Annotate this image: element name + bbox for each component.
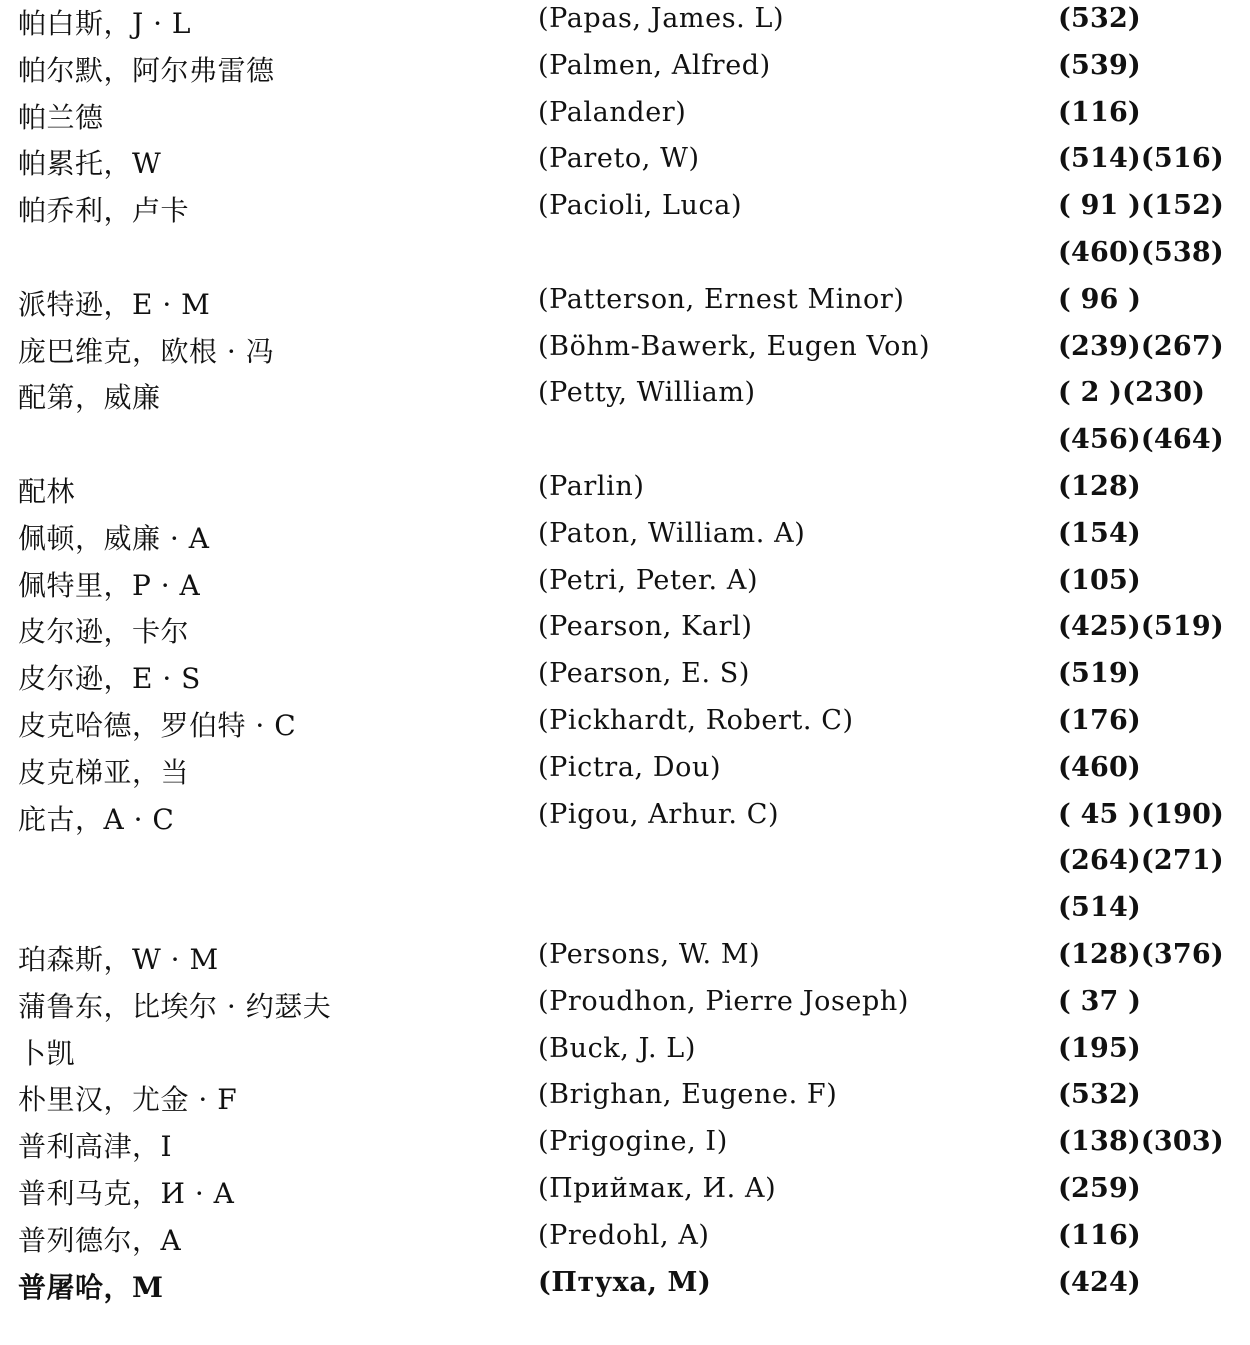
original-name: (Pearson, Karl) bbox=[538, 611, 753, 643]
page-references: (239)(267) bbox=[1058, 330, 1224, 362]
original-name: (Palander) bbox=[538, 96, 687, 128]
original-name: (Proudhon, Pierre Joseph) bbox=[538, 985, 910, 1017]
chinese-name: 帕兰德 bbox=[18, 100, 104, 134]
page-references: (138)(303) bbox=[1058, 1126, 1224, 1158]
page-references: (105) bbox=[1058, 564, 1141, 596]
page-references: (514)(516) bbox=[1058, 143, 1224, 175]
original-name: (Приймак, И. A) bbox=[538, 1172, 777, 1204]
original-name: (Pictra, Dou) bbox=[538, 751, 722, 783]
index-entry-row bbox=[0, 281, 1250, 328]
chinese-name: 卜凯 bbox=[18, 1036, 76, 1070]
original-name: (Patterson, Ernest Minor) bbox=[538, 283, 905, 315]
page-references: ( 91 )(152) bbox=[1058, 190, 1225, 222]
index-entry-row bbox=[0, 1076, 1250, 1123]
chinese-name: 普利马克，И · A bbox=[18, 1176, 235, 1210]
chinese-name: 皮尔逊，卡尔 bbox=[18, 615, 190, 649]
index-entry-row bbox=[0, 702, 1250, 749]
chinese-name: 佩特里，P · A bbox=[18, 568, 201, 602]
index-entry-row bbox=[0, 234, 1250, 281]
original-name: (Pacioli, Luca) bbox=[538, 190, 743, 222]
index-entry-row bbox=[0, 328, 1250, 375]
chinese-name: 普利高津，I bbox=[18, 1130, 173, 1164]
page-references: (176) bbox=[1058, 704, 1141, 736]
original-name: (Petri, Peter. A) bbox=[538, 564, 759, 596]
page-references: (460) bbox=[1058, 751, 1141, 783]
chinese-name: 派特逊，E · M bbox=[18, 287, 211, 321]
index-entry-row bbox=[0, 94, 1250, 141]
chinese-name: 帕乔利，卢卡 bbox=[18, 194, 190, 228]
page-references: (532) bbox=[1058, 1079, 1141, 1111]
page-references: (128)(376) bbox=[1058, 938, 1224, 970]
page-references: (514) bbox=[1058, 892, 1141, 924]
page-references: ( 96 ) bbox=[1058, 283, 1142, 315]
original-name: (Prigogine, I) bbox=[538, 1126, 728, 1158]
page-references: (424) bbox=[1058, 1266, 1141, 1298]
index-entry-row bbox=[0, 608, 1250, 655]
index-entry-row bbox=[0, 374, 1250, 421]
index-entry-row bbox=[0, 515, 1250, 562]
page-references: (259) bbox=[1058, 1172, 1141, 1204]
original-name: (Parlin) bbox=[538, 470, 645, 502]
original-name: (Buck, J. L) bbox=[538, 1032, 696, 1064]
original-name: (Pigou, Arhur. C) bbox=[538, 798, 780, 830]
page-references: ( 45 )(190) bbox=[1058, 798, 1225, 830]
page-references: (154) bbox=[1058, 517, 1141, 549]
page-references: ( 2 )(230) bbox=[1058, 377, 1206, 409]
chinese-name: 普屠哈，M bbox=[18, 1270, 164, 1304]
original-name: (Palmen, Alfred) bbox=[538, 49, 771, 81]
page-references: (456)(464) bbox=[1058, 424, 1224, 456]
index-entry-row bbox=[0, 889, 1250, 936]
index-entry-row bbox=[0, 140, 1250, 187]
index-entry-row bbox=[0, 421, 1250, 468]
chinese-name: 珀森斯，W · M bbox=[18, 942, 219, 976]
page-references: (425)(519) bbox=[1058, 611, 1224, 643]
index-entry-row bbox=[0, 468, 1250, 515]
page-references: (264)(271) bbox=[1058, 845, 1224, 877]
index-entry-row bbox=[0, 47, 1250, 94]
chinese-name: 皮克哈德，罗伯特 · C bbox=[18, 708, 297, 742]
original-name: (Pareto, W) bbox=[538, 143, 700, 175]
page-references: (539) bbox=[1058, 49, 1141, 81]
index-entry-row bbox=[0, 749, 1250, 796]
index-entry-row bbox=[0, 1170, 1250, 1217]
index-entry-row bbox=[0, 1030, 1250, 1077]
index-entry-row bbox=[0, 842, 1250, 889]
chinese-name: 朴里汉，尤金 · F bbox=[18, 1083, 238, 1117]
page-references: (460)(538) bbox=[1058, 236, 1224, 268]
index-entry-row bbox=[0, 1123, 1250, 1170]
original-name: (Pearson, E. S) bbox=[538, 658, 751, 690]
page-references: (519) bbox=[1058, 658, 1141, 690]
chinese-name: 庇古，A · C bbox=[18, 802, 175, 836]
chinese-name: 配林 bbox=[18, 474, 76, 508]
page-references: (532) bbox=[1058, 3, 1141, 34]
chinese-name: 帕尔默，阿尔弗雷德 bbox=[18, 53, 275, 87]
page-references: (128) bbox=[1058, 470, 1141, 502]
index-entry-row bbox=[0, 655, 1250, 702]
page-references: (195) bbox=[1058, 1032, 1141, 1064]
index-entry-row bbox=[0, 983, 1250, 1030]
chinese-name: 佩顿，威廉 · A bbox=[18, 521, 210, 555]
chinese-name: 蒲鲁东，比埃尔 · 约瑟夫 bbox=[18, 989, 332, 1023]
chinese-name: 帕白斯，J · L bbox=[18, 7, 192, 40]
index-entry-row bbox=[0, 0, 1250, 47]
index-entry-row bbox=[0, 187, 1250, 234]
original-name: (Птуха, M) bbox=[538, 1266, 712, 1298]
original-name: (Paton, William. A) bbox=[538, 517, 806, 549]
original-name: (Persons, W. M) bbox=[538, 938, 761, 970]
chinese-name: 庞巴维克，欧根 · 冯 bbox=[18, 334, 275, 368]
page-references: ( 37 ) bbox=[1058, 985, 1142, 1017]
chinese-name: 普列德尔，A bbox=[18, 1223, 182, 1257]
index-entry-row bbox=[0, 936, 1250, 983]
original-name: (Petty, William) bbox=[538, 377, 756, 409]
index-entry-row bbox=[0, 1264, 1250, 1311]
index-entry-row bbox=[0, 562, 1250, 609]
original-name: (Brighan, Eugene. F) bbox=[538, 1079, 838, 1111]
index-entry-row bbox=[0, 796, 1250, 843]
chinese-name: 帕累托，W bbox=[18, 147, 162, 181]
original-name: (Böhm-Bawerk, Eugen Von) bbox=[538, 330, 931, 362]
page-references: (116) bbox=[1058, 96, 1141, 128]
index-entry-row bbox=[0, 1217, 1250, 1264]
chinese-name: 皮尔逊，E · S bbox=[18, 662, 201, 696]
chinese-name: 配第，威廉 bbox=[18, 381, 161, 415]
original-name: (Predohl, A) bbox=[538, 1219, 710, 1251]
original-name: (Papas, James. L) bbox=[538, 3, 785, 34]
chinese-name: 皮克梯亚，当 bbox=[18, 755, 190, 789]
original-name: (Pickhardt, Robert. C) bbox=[538, 704, 854, 736]
page-references: (116) bbox=[1058, 1219, 1141, 1251]
